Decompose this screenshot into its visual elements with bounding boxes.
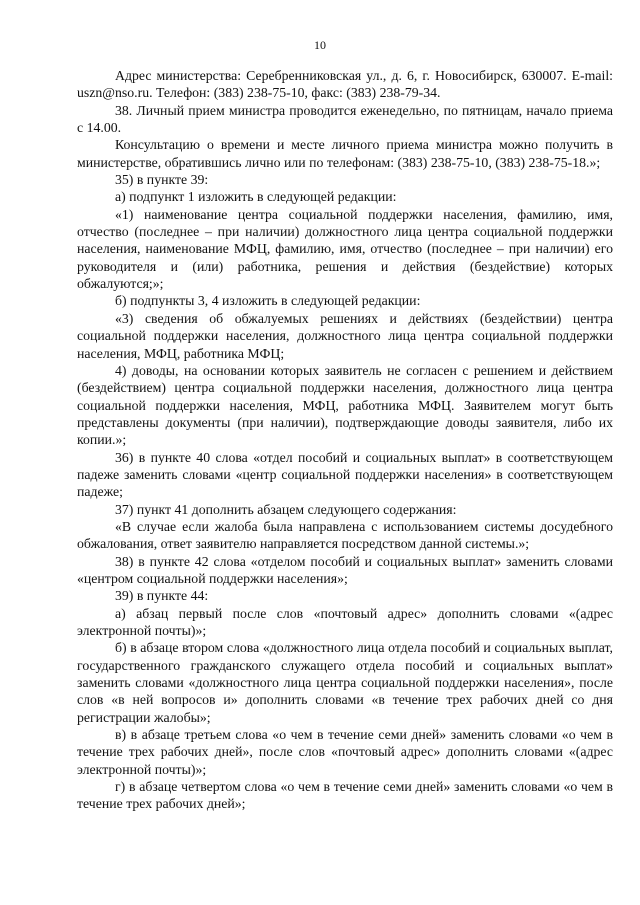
paragraph-amendment-36: 36) в пункте 40 слова «отдел пособий и социальных выплат» в соответствующем падеже заменить словами «центр социальной поддержки населения» в соответствующем падеже; bbox=[77, 449, 613, 500]
paragraph-consultation: Консультацию о времени и месте личного приема министра можно получить в министерстве, обратившись лично или по телефонам: (383) 238-75-10, (383) 238-75-18.»; bbox=[77, 137, 613, 170]
paragraph-quoted-subitem-3: «3) сведения об обжалуемых решениях и действиях (бездействии) центра социальной поддержки населения, должностного лица центра социальной поддержки населения, МФЦ, работника МФЦ; bbox=[77, 310, 613, 361]
paragraph-subitem-a: а) подпункт 1 изложить в следующей редакции: bbox=[115, 189, 397, 205]
paragraph-amendment-39: 39) в пункте 44: bbox=[115, 588, 209, 604]
paragraph-amendment-37: 37) пункт 41 дополнить абзацем следующего содержания: bbox=[115, 501, 457, 517]
document-body bbox=[77, 67, 613, 813]
paragraph-39-v: в) в абзаце третьем слова «о чем в течение семи дней» заменить словами «о чем в течение трех рабочих дней», после слов «почтовый адрес» дополнить словами «(адрес электронной почты)»; bbox=[77, 727, 613, 777]
paragraph-quoted-subitem-1: «1) наименование центра социальной поддержки населения, фамилию, имя, отчество (последнее – при наличии) должностного лица центра социальной поддержки населения, наименование МФЦ, фамилию, имя, отчество (последнее – при наличии) его руководителя и (или) работника, решения и действия (бездействие) которых обжалуются;»; bbox=[77, 206, 613, 292]
page-number: 10 bbox=[314, 38, 326, 52]
paragraph-39-a: а) абзац первый после слов «почтовый адрес» дополнить словами «(адрес электронной почты)»; bbox=[77, 605, 613, 638]
paragraph-ministry-address: Адрес министерства: Серебренниковская ул., д. 6, г. Новосибирск, 630007. E-mail: uszn@nso.ru. Телефон: (383) 238-75-10, факс: (383) 238-79-34. bbox=[77, 68, 613, 101]
paragraph-39-b: б) в абзаце втором слова «должностного лица отдела пособий и социальных выплат, государственного гражданского служащего отдела пособий и социальных выплат» заменить словами «должностного лица центра социальной поддержки населения», после слов «в ней вопросов и» дополнить словами «в течение трех рабочих дней со дня регистрации жалобы»; bbox=[77, 640, 613, 725]
paragraph-39-g: г) в абзаце четвертом слова «о чем в течение семи дней» заменить словами «о чем в течение трех рабочих дней»; bbox=[77, 779, 613, 812]
paragraph-amendment-35: 35) в пункте 39: bbox=[115, 172, 209, 188]
paragraph-subitem-b: б) подпункты 3, 4 изложить в следующей редакции: bbox=[115, 293, 421, 309]
paragraph-quoted-subitem-4: 4) доводы, на основании которых заявитель не согласен с решением и действием (бездействием) центра социальной поддержки населения, должностного лица центра социальной поддержки населения, МФЦ, работника МФЦ. Заявителем могут быть представлены документы (при наличии), подтверждающие доводы заявителя, либо их копии.»; bbox=[77, 362, 613, 448]
paragraph-amendment-38: 38) в пункте 42 слова «отделом пособий и социальных выплат» заменить словами «центром социальной поддержки населения»; bbox=[77, 553, 613, 586]
paragraph-quoted-complaint-system: «В случае если жалоба была направлена с использованием системы досудебного обжалования, ответ заявителю направляется посредством данной системы.»; bbox=[77, 518, 613, 552]
paragraph-item-38-reception: 38. Личный прием министра проводится еженедельно, по пятницам, начало приема с 14.00. bbox=[77, 102, 613, 136]
